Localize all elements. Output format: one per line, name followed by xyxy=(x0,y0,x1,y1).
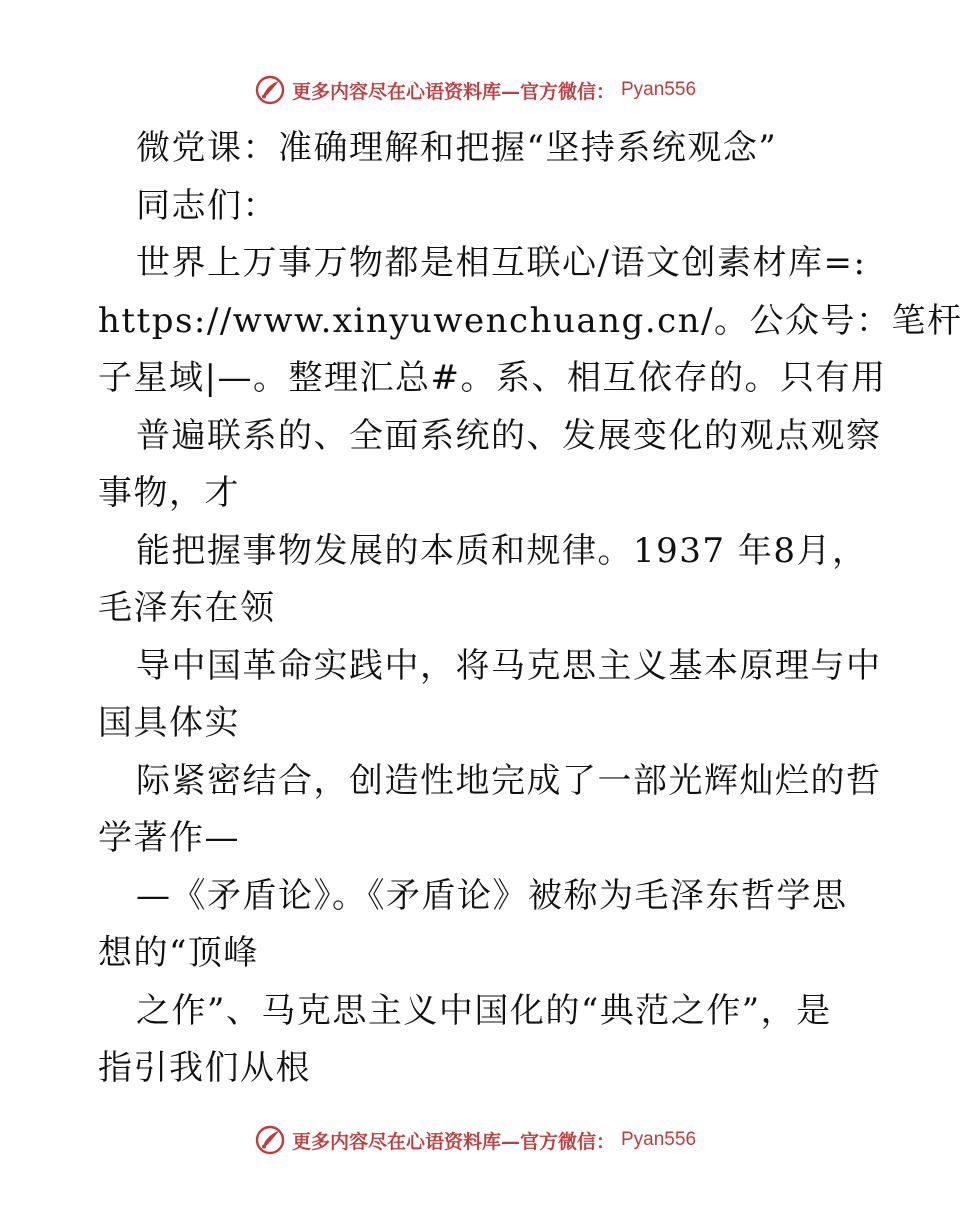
header-banner xyxy=(0,70,950,110)
header-wechat-id: Pyan556 xyxy=(621,79,697,100)
header-banner-text: 更多内容尽在心语资料库—官方微信： xyxy=(291,80,615,103)
footer-wechat-id: Pyan556 xyxy=(621,1129,697,1150)
brush-logo-icon xyxy=(254,1124,286,1156)
header-banner-inner xyxy=(254,74,696,106)
footer-banner-inner xyxy=(254,1124,696,1156)
text-line: 导中国革命实践中，将马克思主义基本原理与中 xyxy=(136,645,882,686)
text-line: 普遍联系的、全面系统的、发展变化的观点观察 xyxy=(136,415,882,456)
footer-banner-text: 更多内容尽在心语资料库—官方微信： xyxy=(291,1130,615,1153)
text-line: 学著作— xyxy=(98,818,240,858)
text-line: 毛泽东在领 xyxy=(98,588,276,628)
document-body xyxy=(98,120,963,1098)
text-line: —《矛盾论》。《矛盾论》被称为毛泽东哲学思 xyxy=(136,875,848,916)
text-line: 际紧密结合，创造性地完成了一部光辉灿烂的哲 xyxy=(136,760,882,801)
text-line: 指引我们从根 xyxy=(98,1048,311,1088)
text-line: 世界上万事万物都是相互联心/语文创素材库=: xyxy=(136,243,867,283)
text-line: 同志们： xyxy=(136,185,278,226)
text-line: https://www.xinyuwenchuang.cn/。公众号：笔杆 xyxy=(98,300,963,341)
brush-logo-icon xyxy=(254,74,286,106)
text-line: 想的“顶峰 xyxy=(98,933,259,973)
text-line: 之作”、马克思主义中国化的“典范之作”，是 xyxy=(136,990,832,1031)
text-line: 微党课：准确理解和把握“坚持系统观念” xyxy=(136,128,778,168)
text-line: 国具体实 xyxy=(98,703,240,743)
footer-banner xyxy=(0,1120,950,1160)
text-line: 事物，才 xyxy=(98,473,240,513)
text-line: 能把握事物发展的本质和规律。1937 年8月， xyxy=(136,530,868,571)
text-line: 子星域|—。整理汇总#。系、相互依存的。只有用 xyxy=(98,358,887,398)
